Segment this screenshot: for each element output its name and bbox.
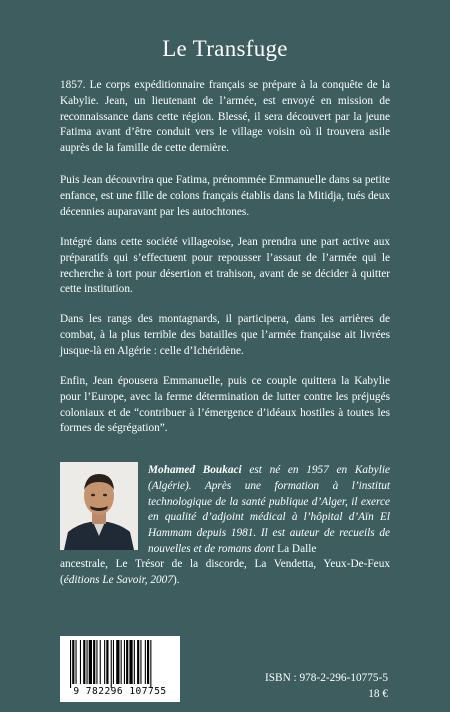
isbn-label: ISBN : 978-2-296-10775-5 (264, 672, 388, 684)
summary-paragraph-1: 1857. Le corps expéditionnaire français se prépare à la conquête de la Kabylie. Jean, un lieutenant de l’armée, est envoyé en mission de reconnaissance dans cette région. Blessé, il sera découvert par la jeune Fatima avant d’être conduit vers le village voisin où il trouvera asile auprès de la famille de cette dernière. (60, 79, 390, 155)
author-bio-titles-cont: ancestrale, Le Trésor de la discorde, La Vendetta, Yeux-De-Feux ( (60, 558, 390, 586)
barcode-bars (60, 636, 180, 688)
summary-paragraph-4: Dans les rangs des montagnards, il participera, dans les arrières de combat, à la plus terrible des batailles que l’armée française ait livrées jusque-là en Algérie : celle d’Ichéridène. (60, 313, 390, 357)
author-bio-italic: est né en 1957 en Kabylie (Algérie). Après une formation à l’institut technologique de la santé publique d’Alger, il exerce en qualité d’adjoint médical à l’hôpital d’Aïn El Hammam depuis 1981. Il est auteur de recueils de nouvelles et de romans dont (148, 464, 390, 555)
author-name: Mohamed Boukaci (148, 464, 242, 476)
author-bio-end: ). (172, 573, 180, 586)
barcode (60, 636, 180, 702)
author-bio-titles: La Dalle (274, 542, 317, 555)
summary-paragraph-2: Puis Jean découvrira que Fatima, prénommée Emmanuelle dans sa petite enfance, est une fille de colons français établis dans la Mitidja, tués deux décennies auparavant par les autochtones. (60, 174, 390, 218)
author-bio-publisher: éditions Le Savoir, 2007 (63, 573, 173, 586)
author-bio (148, 463, 390, 558)
summary-paragraph-3: Intégré dans cette société villageoise, Jean prendra une part active aux préparatifs qui s’effectuent pour repousser l’assaut de l’armée qui le recherche à tort pour désertion et trahison, avant de se décider à quitter cette institution. (60, 236, 390, 296)
book-title: Le Transfuge (162, 36, 288, 61)
summary-paragraph-5: Enfin, Jean épousera Emmanuelle, puis ce couple quittera la Kabylie pour l’Europe, avec la ferme détermination de lutter contre les préjugés coloniaux et de “contribuer à l’émergence d’idéaux hostiles à toutes les formes de ségrégation”. (60, 375, 390, 435)
price-label: 18 € (368, 688, 388, 700)
barcode-digits: 9 782296 107755 (73, 686, 167, 697)
author-bio-continued (60, 557, 390, 589)
author-photo (60, 462, 138, 550)
author-portrait-illustration (60, 462, 138, 550)
